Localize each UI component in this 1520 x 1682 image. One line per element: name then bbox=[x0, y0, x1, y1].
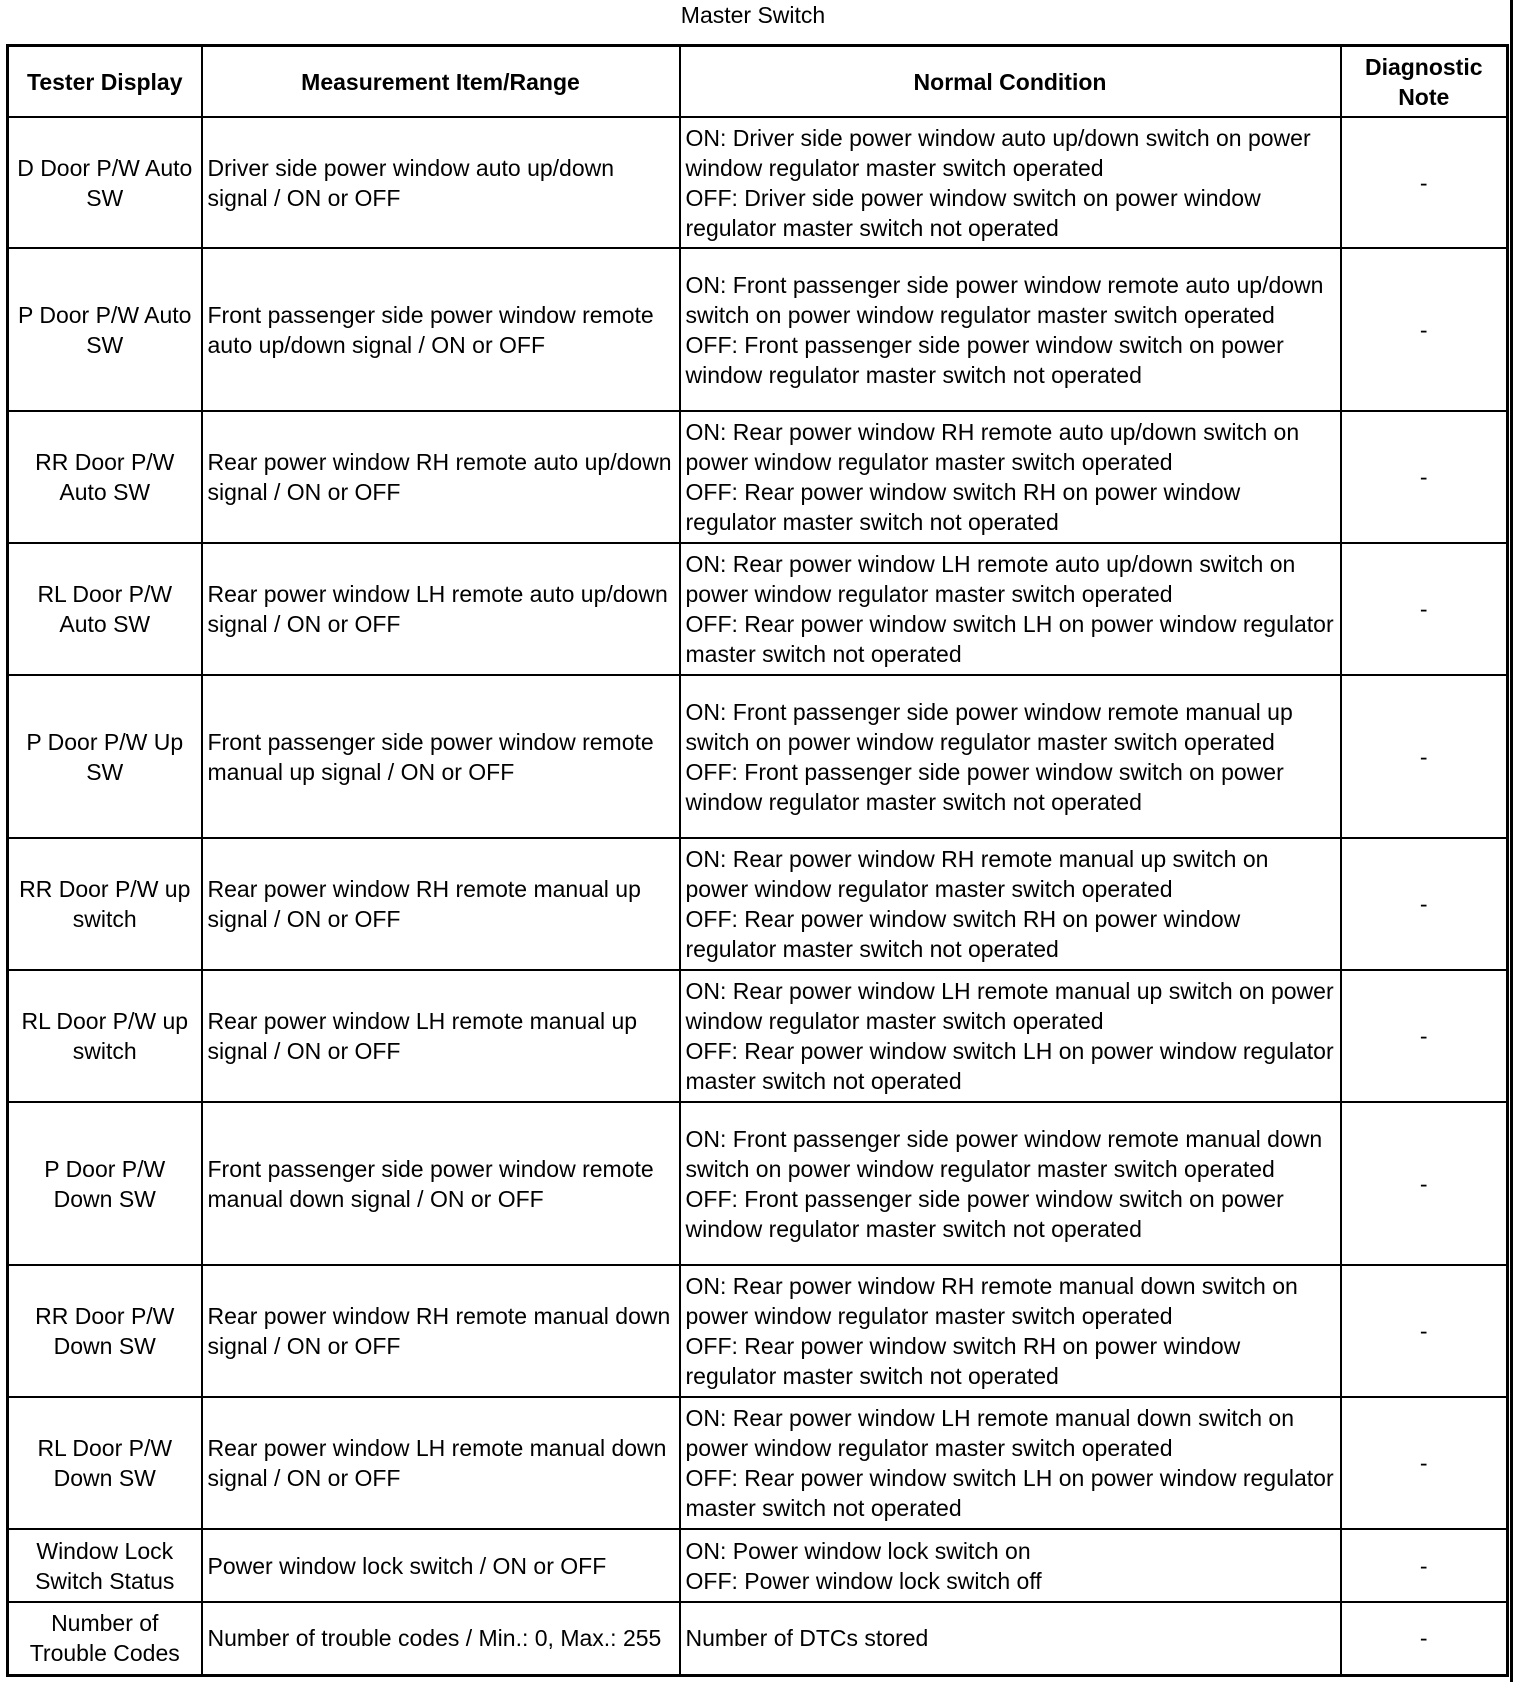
table-row bbox=[8, 675, 1508, 838]
cell-normal-condition bbox=[680, 838, 1341, 970]
cell-tester-display: P Door P/W Auto SW bbox=[8, 248, 202, 411]
table-body bbox=[8, 117, 1508, 1675]
condition-on-text: ON: Front passenger side power window remote manual up switch on power window regulator master switch operated bbox=[685, 698, 1293, 755]
condition-on-text: ON: Rear power window LH remote manual down switch on power window regulator master switch operated bbox=[685, 1405, 1294, 1461]
table-header-row bbox=[8, 46, 1508, 118]
cell-diagnostic-note: - bbox=[1341, 1265, 1508, 1397]
table-row bbox=[8, 838, 1508, 970]
cell-normal-condition bbox=[680, 1265, 1341, 1397]
condition-off-text: OFF: Rear power window switch RH on power window regulator master switch not operated bbox=[685, 1333, 1241, 1389]
condition-on-text: ON: Power window lock switch on bbox=[685, 1537, 1031, 1564]
condition-off-text: OFF: Rear power window switch RH on power window regulator master switch not operated bbox=[685, 479, 1241, 535]
cell-tester-display: RR Door P/W up switch bbox=[8, 838, 202, 970]
cell-measurement-item: Rear power window RH remote manual down signal / ON or OFF bbox=[202, 1265, 680, 1397]
cell-tester-display: RL Door P/W Down SW bbox=[8, 1397, 202, 1529]
cell-tester-display: RL Door P/W up switch bbox=[8, 970, 202, 1102]
condition-on-text: ON: Front passenger side power window remote auto up/down switch on power window regulator master switch operated bbox=[685, 271, 1324, 328]
condition-off-text: OFF: Rear power window switch RH on power window regulator master switch not operated bbox=[685, 906, 1241, 962]
cell-measurement-item: Rear power window RH remote manual up signal / ON or OFF bbox=[202, 838, 680, 970]
condition-off-text: OFF: Power window lock switch off bbox=[685, 1567, 1042, 1594]
cell-normal-condition bbox=[680, 117, 1341, 248]
master-switch-table bbox=[6, 44, 1509, 1677]
cell-measurement-item: Rear power window RH remote auto up/down signal / ON or OFF bbox=[202, 411, 680, 543]
cell-tester-display: RR Door P/W Auto SW bbox=[8, 411, 202, 543]
cell-tester-display: RL Door P/W Auto SW bbox=[8, 543, 202, 675]
table-row bbox=[8, 117, 1508, 248]
table-row bbox=[8, 1102, 1508, 1265]
cell-measurement-item: Number of trouble codes / Min.: 0, Max.: 255 bbox=[202, 1602, 680, 1675]
condition-off-text: OFF: Front passenger side power window switch on power window regulator master switch not operated bbox=[685, 331, 1284, 388]
condition-on-text: ON: Rear power window RH remote manual down switch on power window regulator master switch operated bbox=[685, 1273, 1298, 1329]
column-header-normal-condition: Normal Condition bbox=[680, 46, 1341, 118]
cell-diagnostic-note: - bbox=[1341, 248, 1508, 411]
cell-measurement-item: Front passenger side power window remote manual down signal / ON or OFF bbox=[202, 1102, 680, 1265]
table-row bbox=[8, 543, 1508, 675]
cell-diagnostic-note: - bbox=[1341, 1102, 1508, 1265]
cell-tester-display: D Door P/W Auto SW bbox=[8, 117, 202, 248]
column-header-measurement-item: Measurement Item/Range bbox=[202, 46, 680, 118]
table-row bbox=[8, 1397, 1508, 1529]
cell-tester-display: P Door P/W Down SW bbox=[8, 1102, 202, 1265]
cell-normal-condition bbox=[680, 411, 1341, 543]
table-row bbox=[8, 1529, 1508, 1602]
cell-tester-display: RR Door P/W Down SW bbox=[8, 1265, 202, 1397]
condition-off-text: OFF: Driver side power window switch on power window regulator master switch not operated bbox=[685, 184, 1261, 241]
condition-on-text: ON: Driver side power window auto up/down switch on power window regulator master switch operated bbox=[685, 124, 1311, 181]
cell-measurement-item: Power window lock switch / ON or OFF bbox=[202, 1529, 680, 1602]
cell-diagnostic-note: - bbox=[1341, 1602, 1508, 1675]
cell-diagnostic-note: - bbox=[1341, 543, 1508, 675]
condition-off-text: OFF: Rear power window switch LH on power window regulator master switch not operated bbox=[685, 611, 1334, 667]
cell-measurement-item: Rear power window LH remote auto up/down signal / ON or OFF bbox=[202, 543, 680, 675]
page-title: Master Switch bbox=[680, 2, 826, 28]
cell-normal-condition bbox=[680, 1102, 1341, 1265]
right-border-rule bbox=[1510, 0, 1513, 1682]
cell-normal-condition bbox=[680, 675, 1341, 838]
condition-off-text: OFF: Rear power window switch LH on power window regulator master switch not operated bbox=[685, 1465, 1334, 1521]
table-row bbox=[8, 1602, 1508, 1675]
cell-normal-condition bbox=[680, 248, 1341, 411]
cell-normal-condition bbox=[680, 1602, 1341, 1675]
table-row bbox=[8, 1265, 1508, 1397]
cell-tester-display: P Door P/W Up SW bbox=[8, 675, 202, 838]
cell-measurement-item: Front passenger side power window remote manual up signal / ON or OFF bbox=[202, 675, 680, 838]
condition-off-text: OFF: Front passenger side power window switch on power window regulator master switch not operated bbox=[685, 1185, 1284, 1242]
cell-normal-condition bbox=[680, 1397, 1341, 1529]
condition-on-text: ON: Rear power window RH remote auto up/down switch on power window regulator master switch operated bbox=[685, 419, 1300, 475]
table-row bbox=[8, 411, 1508, 543]
cell-normal-condition bbox=[680, 970, 1341, 1102]
cell-diagnostic-note: - bbox=[1341, 970, 1508, 1102]
column-header-diagnostic-note: Diagnostic Note bbox=[1341, 46, 1508, 118]
condition-on-text: ON: Rear power window LH remote auto up/down switch on power window regulator master switch operated bbox=[685, 551, 1296, 607]
cell-measurement-item: Rear power window LH remote manual up signal / ON or OFF bbox=[202, 970, 680, 1102]
cell-measurement-item: Front passenger side power window remote auto up/down signal / ON or OFF bbox=[202, 248, 680, 411]
cell-normal-condition bbox=[680, 1529, 1341, 1602]
column-header-tester-display: Tester Display bbox=[8, 46, 202, 118]
cell-measurement-item: Rear power window LH remote manual down signal / ON or OFF bbox=[202, 1397, 680, 1529]
condition-on-text: ON: Rear power window RH remote manual up switch on power window regulator master switch operated bbox=[685, 846, 1269, 902]
cell-diagnostic-note: - bbox=[1341, 411, 1508, 543]
cell-diagnostic-note: - bbox=[1341, 838, 1508, 970]
cell-diagnostic-note: - bbox=[1341, 1529, 1508, 1602]
condition-on-text: ON: Rear power window LH remote manual up switch on power window regulator master switch operated bbox=[685, 978, 1334, 1034]
cell-diagnostic-note: - bbox=[1341, 1397, 1508, 1529]
condition-on-text: ON: Front passenger side power window remote manual down switch on power window regulator master switch operated bbox=[685, 1125, 1323, 1182]
cell-diagnostic-note: - bbox=[1341, 117, 1508, 248]
table-row bbox=[8, 970, 1508, 1102]
cell-normal-condition bbox=[680, 543, 1341, 675]
condition-off-text: OFF: Rear power window switch LH on power window regulator master switch not operated bbox=[685, 1038, 1334, 1094]
condition-off-text: OFF: Front passenger side power window switch on power window regulator master switch not operated bbox=[685, 758, 1284, 815]
cell-measurement-item: Driver side power window auto up/down signal / ON or OFF bbox=[202, 117, 680, 248]
table-row bbox=[8, 248, 1508, 411]
condition-on-text: Number of DTCs stored bbox=[685, 1625, 929, 1652]
cell-tester-display: Number of Trouble Codes bbox=[8, 1602, 202, 1675]
cell-diagnostic-note: - bbox=[1341, 675, 1508, 838]
cell-tester-display: Window Lock Switch Status bbox=[8, 1529, 202, 1602]
